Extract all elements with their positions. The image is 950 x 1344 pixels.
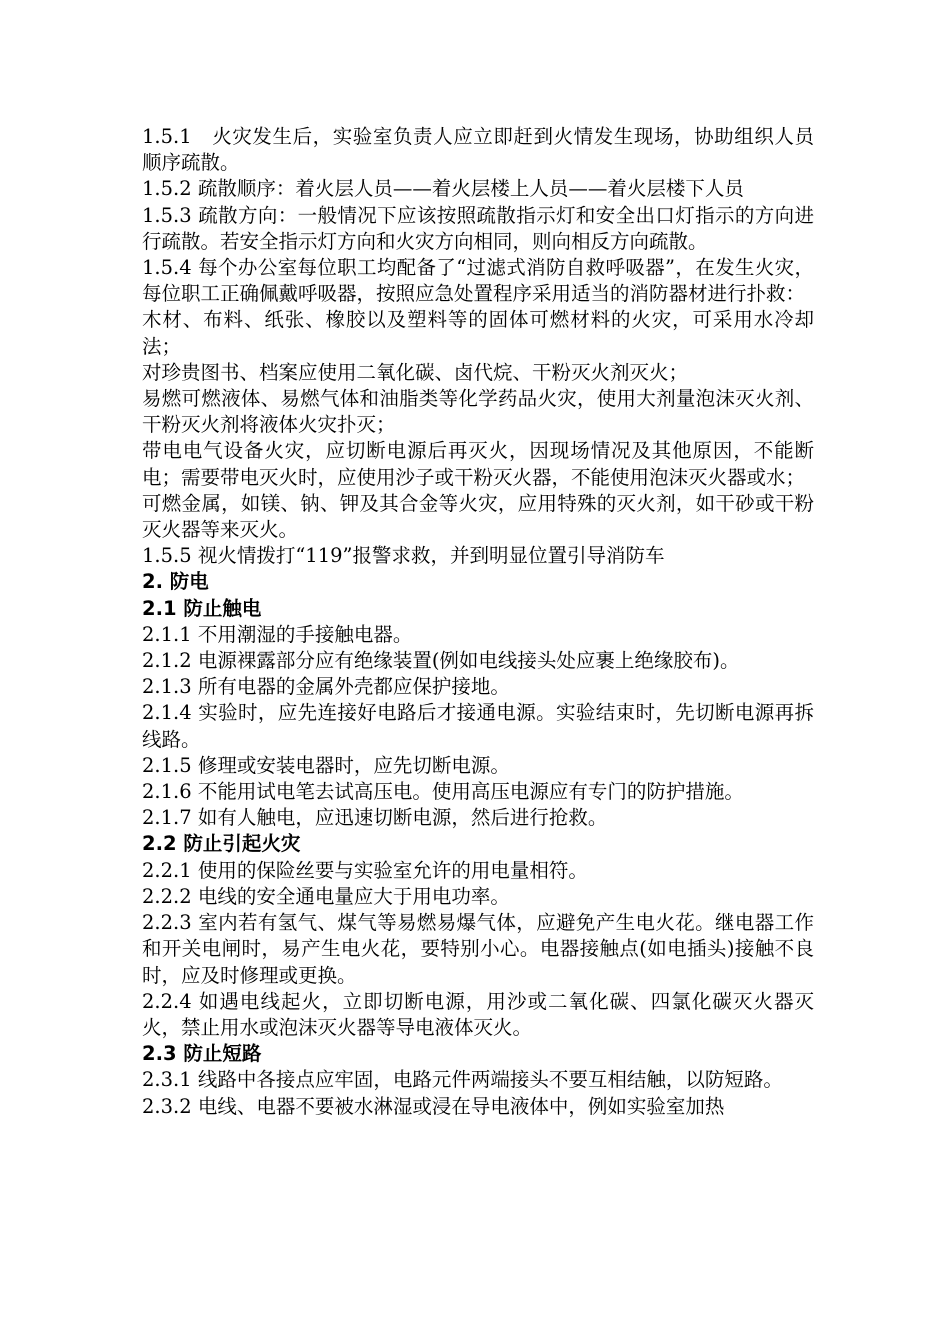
paragraph-2-2-1: 2.2.1 使用的保险丝要与实验室允许的用电量相符。 — [142, 858, 588, 882]
paragraph-solid-fire: 木材、布料、纸张、橡胶以及塑料等的固体可燃材料的火灾，可采用水冷却法； — [142, 308, 814, 358]
paragraph-1-5-4: 1.5.4 每个办公室每位职工均配备了“过滤式消防自救呼吸器”，在发生火灾，每位职工正确佩戴呼吸器，按照应急处置程序采用适当的消防器材进行扑救： — [142, 256, 814, 306]
paragraph-electrical-fire: 带电电气设备火灾，应切断电源后再灭火，因现场情况及其他原因，不能断电；需要带电灭火时，应使用沙子或干粉灭火器，不能使用泡沫灭火器或水； — [142, 439, 814, 489]
paragraph-2-3-1: 2.3.1 线路中各接点应牢固，电路元件两端接头不要互相结触，以防短路。 — [142, 1068, 783, 1092]
paragraph-2-1-5: 2.1.5 修理或安装电器时，应先切断电源。 — [142, 753, 510, 777]
paragraph-2-1-4: 2.1.4 实验时，应先连接好电路后才接通电源。实验结束时，先切断电源再拆线路。 — [142, 701, 814, 751]
section-heading-2: 2. 防电 — [142, 570, 209, 594]
paragraph-2-1-6: 2.1.6 不能用试电笔去试高压电。使用高压电源应有专门的防护措施。 — [142, 780, 744, 804]
paragraph-1-5-2: 1.5.2 疏散顺序：着火层人员——着火层楼上人员——着火层楼下人员 — [142, 177, 744, 201]
paragraph-2-1-2: 2.1.2 电源裸露部分应有绝缘装置(例如电线接头处应裹上绝缘胶布)。 — [142, 649, 740, 673]
subsection-heading-2-1: 2.1 防止触电 — [142, 596, 262, 620]
paragraph-2-1-7: 2.1.7 如有人触电，应迅速切断电源，然后进行抢救。 — [142, 806, 608, 830]
paragraph-2-3-2: 2.3.2 电线、电器不要被水淋湿或浸在导电液体中，例如实验室加热 — [142, 1094, 725, 1118]
paragraph-archives-fire: 对珍贵图书、档案应使用二氧化碳、卤代烷、干粉灭火剂灭火； — [142, 360, 689, 384]
subsection-heading-2-2: 2.2 防止引起火灾 — [142, 832, 301, 856]
paragraph-2-2-2: 2.2.2 电线的安全通电量应大于用电功率。 — [142, 884, 510, 908]
paragraph-1-5-1: 1.5.1 火灾发生后，实验室负责人应立即赶到火情发生现场，协助组织人员顺序疏散。 — [142, 125, 814, 175]
paragraph-2-2-4: 2.2.4 如遇电线起火，立即切断电源，用沙或二氧化碳、四氯化碳灭火器灭火，禁止用水或泡沫灭火器等导电液体灭火。 — [142, 989, 814, 1039]
paragraph-metal-fire: 可燃金属，如镁、钠、钾及其合金等火灾，应用特殊的灭火剂，如干砂或干粉灭火器等来灭火。 — [142, 491, 814, 542]
paragraph-2-1-1: 2.1.1 不用潮湿的手接触电器。 — [142, 622, 413, 646]
paragraph-liquid-fire: 易燃可燃液体、易燃气体和油脂类等化学药品火灾，使用大剂量泡沫灭火剂、干粉灭火剂将液体火灾扑灭； — [142, 387, 814, 437]
paragraph-1-5-3: 1.5.3 疏散方向：一般情况下应该按照疏散指示灯和安全出口灯指示的方向进行疏散。若安全指示灯方向和火灾方向相同，则向相反方向疏散。 — [142, 203, 814, 253]
paragraph-1-5-5: 1.5.5 视火情拨打“119”报警求救，并到明显位置引导消防车 — [142, 544, 665, 568]
paragraph-2-1-3: 2.1.3 所有电器的金属外壳都应保护接地。 — [142, 675, 510, 699]
document-body — [142, 124, 814, 1120]
paragraph-2-2-3: 2.2.3 室内若有氢气、煤气等易燃易爆气体，应避免产生电火花。继电器工作和开关电闸时，易产生电火花，要特别小心。电器接触点(如电插头)接触不良时，应及时修理或更换。 — [142, 911, 814, 987]
subsection-heading-2-3: 2.3 防止短路 — [142, 1042, 262, 1066]
